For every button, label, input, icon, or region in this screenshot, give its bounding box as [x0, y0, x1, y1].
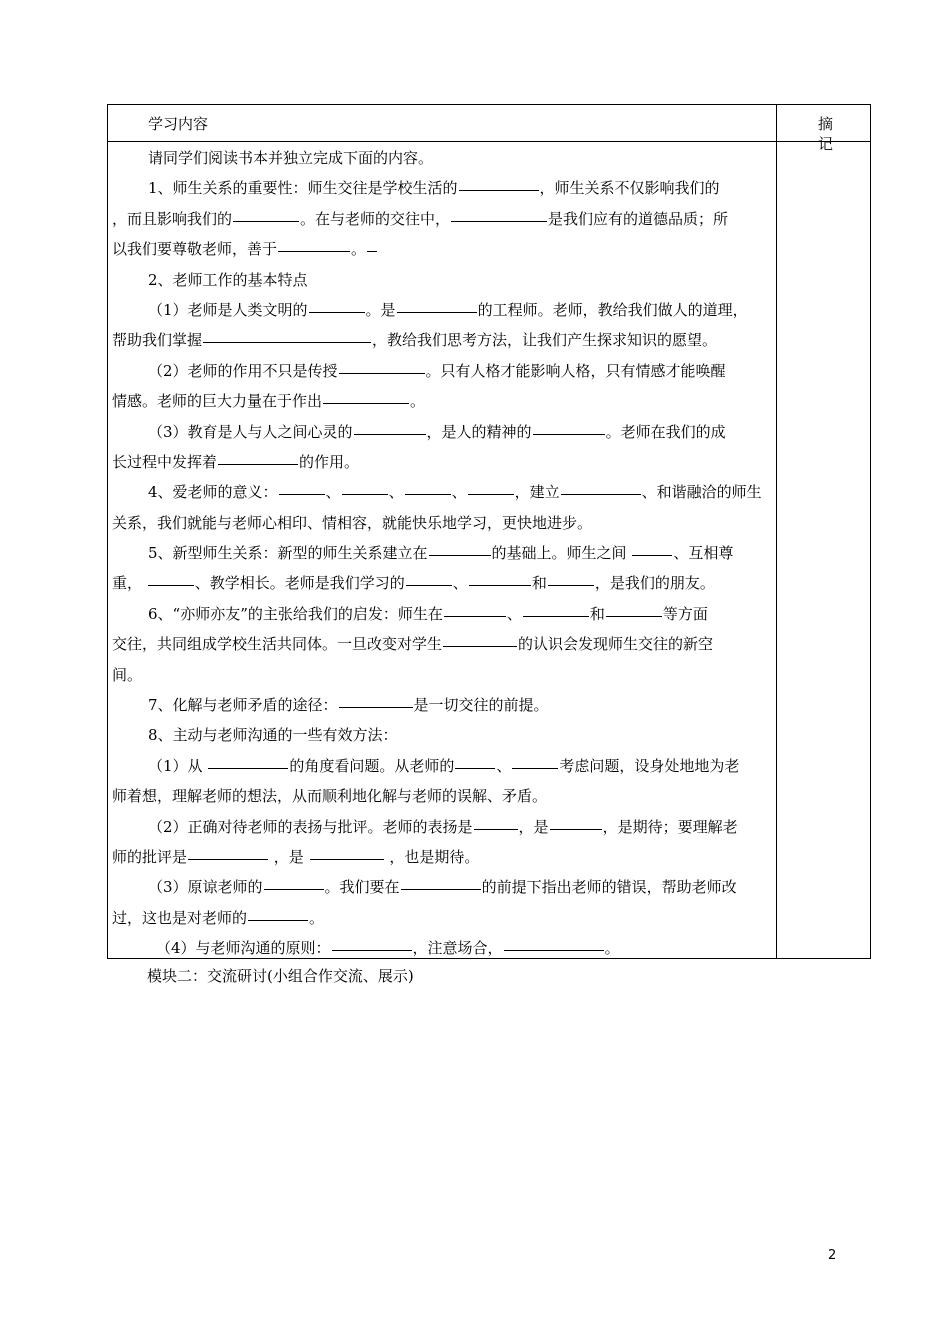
line-text: 5、新型师生关系：新型的师生关系建立在 — [148, 544, 428, 563]
line-text: 。我们要在 — [324, 878, 400, 897]
answer-blank[interactable] — [469, 584, 531, 586]
line-text: 长过程中发挥着 — [112, 452, 218, 471]
answer-blank[interactable] — [451, 220, 547, 222]
line-text: 交往，共同组成学校生活共同体。一旦改变对学生 — [112, 635, 443, 654]
answer-blank[interactable] — [397, 311, 477, 313]
answer-blank[interactable] — [443, 645, 517, 647]
answer-blank[interactable] — [148, 584, 194, 586]
line-text: 、 — [506, 604, 522, 623]
answer-blank[interactable] — [367, 250, 377, 252]
column-divider — [776, 105, 777, 958]
line-text: 、 — [496, 756, 512, 775]
answer-blank[interactable] — [429, 554, 491, 556]
content-line — [112, 872, 772, 902]
line-text: （3）原谅老师的 — [148, 878, 263, 897]
content-line — [112, 933, 772, 963]
line-text: 、 — [452, 574, 468, 593]
line-text: 、互相尊 — [673, 544, 734, 563]
answer-blank[interactable] — [474, 828, 518, 830]
line-text: 。 — [604, 939, 620, 958]
answer-blank[interactable] — [468, 493, 514, 495]
content-line — [112, 568, 772, 598]
line-text: 间。 — [112, 665, 143, 684]
content-line — [112, 720, 772, 750]
answer-blank[interactable] — [339, 706, 413, 708]
content-line — [112, 508, 772, 538]
answer-blank[interactable] — [208, 767, 288, 769]
answer-blank[interactable] — [550, 828, 602, 830]
line-text: ，是人的精神的 — [426, 422, 532, 441]
content-line — [112, 417, 772, 447]
line-text: 。 — [309, 908, 325, 927]
line-text: ，是我们的朋友。 — [594, 574, 715, 593]
line-text: ，是 — [518, 817, 549, 836]
line-text: ，建立 — [514, 483, 560, 502]
content-line — [112, 477, 772, 507]
answer-blank[interactable] — [248, 919, 308, 921]
line-text: 的作用。 — [299, 452, 360, 471]
line-text: 和 — [589, 604, 605, 623]
line-text: 以我们要尊敬老师，善于 — [112, 240, 278, 259]
line-text: 等方面 — [662, 604, 708, 623]
line-text: ，也是期待。 — [384, 847, 480, 866]
answer-blank[interactable] — [444, 615, 506, 617]
answer-blank[interactable] — [339, 372, 425, 374]
line-text: 。只有人格才能影响人格，只有情感才能唤醒 — [425, 361, 726, 380]
answer-blank[interactable] — [455, 767, 495, 769]
content-line — [112, 690, 772, 720]
content-line — [112, 781, 772, 811]
line-text: （3）教育是人与人之间心灵的 — [148, 422, 353, 441]
line-text: ，注意场合， — [412, 939, 503, 958]
line-text: ，是期待；要理解老 — [602, 817, 738, 836]
content-line — [112, 538, 772, 568]
line-text: 师的批评是 — [112, 847, 188, 866]
answer-blank[interactable] — [203, 341, 371, 343]
answer-blank[interactable] — [561, 493, 641, 495]
line-text: （4）与老师沟通的原则： — [156, 939, 331, 958]
content-line — [112, 265, 772, 295]
answer-blank[interactable] — [401, 888, 481, 890]
line-text: 的角度看问题。从老师的 — [289, 756, 455, 775]
content-line — [112, 295, 772, 325]
content-line — [112, 629, 772, 659]
line-text: 请同学们阅读书本并独立完成下面的内容。 — [148, 149, 434, 167]
answer-blank[interactable] — [354, 433, 426, 435]
line-text: 、和谐融洽的师生 — [641, 483, 762, 502]
header-divider — [108, 141, 870, 142]
line-text: ，师生关系不仅影响我们的 — [539, 179, 720, 198]
answer-blank[interactable] — [342, 493, 388, 495]
answer-blank[interactable] — [512, 767, 558, 769]
line-text: （2）老师的作用不只是传授 — [148, 361, 338, 380]
line-text: ，教给我们思考方法，让我们产生探求知识的愿望。 — [372, 331, 718, 350]
line-text: （1）从 — [148, 756, 208, 775]
line-text: 考虑问题，设身处地地为老 — [559, 756, 740, 775]
study-table — [107, 104, 871, 959]
content-line — [112, 325, 772, 355]
line-text: 、教学相长。老师是我们学习的 — [194, 574, 405, 593]
answer-blank[interactable] — [504, 949, 604, 951]
line-text: 关系，我们就能与老师心相印、情相容，就能快乐地学习，更快地进步。 — [112, 513, 593, 532]
line-text: （1）老师是人类文明的 — [148, 300, 308, 319]
line-text: 是我们应有的道德品质；所 — [548, 209, 729, 228]
content-line — [112, 903, 772, 933]
line-text: 过，这也是对老师的 — [112, 908, 248, 927]
line-text: 、 — [451, 483, 467, 502]
content-line — [112, 812, 772, 842]
line-text: 。 — [351, 240, 367, 259]
answer-blank[interactable] — [278, 250, 350, 252]
line-text: 。老师在我们的成 — [605, 422, 726, 441]
line-text: （2）正确对待老师的表扬与批评。老师的表扬是 — [148, 817, 473, 836]
line-text: 4、爱老师的意义： — [148, 483, 278, 502]
line-text: ，是 — [269, 847, 309, 866]
content-line — [112, 386, 772, 416]
answer-blank[interactable] — [218, 463, 298, 465]
line-text: 6、“亦师亦友”的主张给我们的启发：师生在 — [148, 604, 443, 623]
answer-blank[interactable] — [309, 311, 365, 313]
answer-blank[interactable] — [264, 888, 324, 890]
line-text: 师着想，理解老师的想法，从而顺利地化解与老师的误解、矛盾。 — [112, 787, 548, 806]
line-text: 2、老师工作的基本特点 — [148, 270, 308, 289]
header-study-content: 学习内容 — [148, 115, 209, 133]
answer-blank[interactable] — [548, 584, 594, 586]
page-number: 2 — [828, 1248, 837, 1263]
line-text: 的工程师。老师，教给我们做人的道理， — [477, 300, 748, 319]
answer-blank[interactable] — [233, 220, 299, 222]
content-line — [112, 234, 772, 264]
line-text: 是一切交往的前提。 — [413, 696, 549, 715]
content-line — [112, 751, 772, 781]
line-text: 的基础上。师生之间 — [491, 544, 632, 563]
answer-blank[interactable] — [606, 615, 662, 617]
answer-blank[interactable] — [310, 858, 384, 860]
line-text: 7、化解与老师矛盾的途径： — [148, 696, 338, 715]
content-line — [112, 842, 772, 872]
line-text: 。在与老师的交往中， — [300, 209, 451, 228]
line-text: 8、主动与老师沟通的一些有效方法： — [148, 726, 398, 745]
answer-blank[interactable] — [533, 433, 605, 435]
line-text: 重， — [112, 574, 147, 593]
answer-blank[interactable] — [459, 189, 539, 191]
content-line — [112, 447, 772, 477]
content-line — [112, 204, 772, 234]
study-content-body — [112, 143, 772, 964]
content-line — [112, 599, 772, 629]
answer-blank[interactable] — [405, 493, 451, 495]
answer-blank[interactable] — [188, 858, 268, 860]
line-text: 。 — [410, 392, 426, 411]
line-text: 的认识会发现师生交往的新空 — [518, 635, 714, 654]
content-line — [112, 173, 772, 203]
line-text: 1、师生关系的重要性：师生交往是学校生活的 — [148, 179, 458, 198]
line-text: 的前提下指出老师的错误，帮助老师改 — [481, 878, 737, 897]
content-line — [112, 660, 772, 690]
line-text: 。是 — [365, 300, 396, 319]
content-line — [112, 143, 772, 173]
answer-blank[interactable] — [632, 554, 672, 556]
answer-blank[interactable] — [323, 402, 409, 404]
line-text: 、 — [388, 483, 404, 502]
line-text: 帮助我们掌握 — [112, 331, 203, 350]
line-text: ，而且影响我们的 — [112, 209, 233, 228]
line-text: 、 — [325, 483, 341, 502]
answer-blank[interactable] — [332, 949, 412, 951]
module-two-heading: 模块二：交流研讨(小组合作交流、展示) — [147, 967, 414, 985]
answer-blank[interactable] — [406, 584, 452, 586]
answer-blank[interactable] — [279, 493, 325, 495]
header-notes: 摘 记 — [818, 115, 842, 153]
content-line — [112, 356, 772, 386]
answer-blank[interactable] — [523, 615, 589, 617]
line-text: 和 — [531, 574, 547, 593]
line-text: 情感。老师的巨大力量在于作出 — [112, 392, 323, 411]
